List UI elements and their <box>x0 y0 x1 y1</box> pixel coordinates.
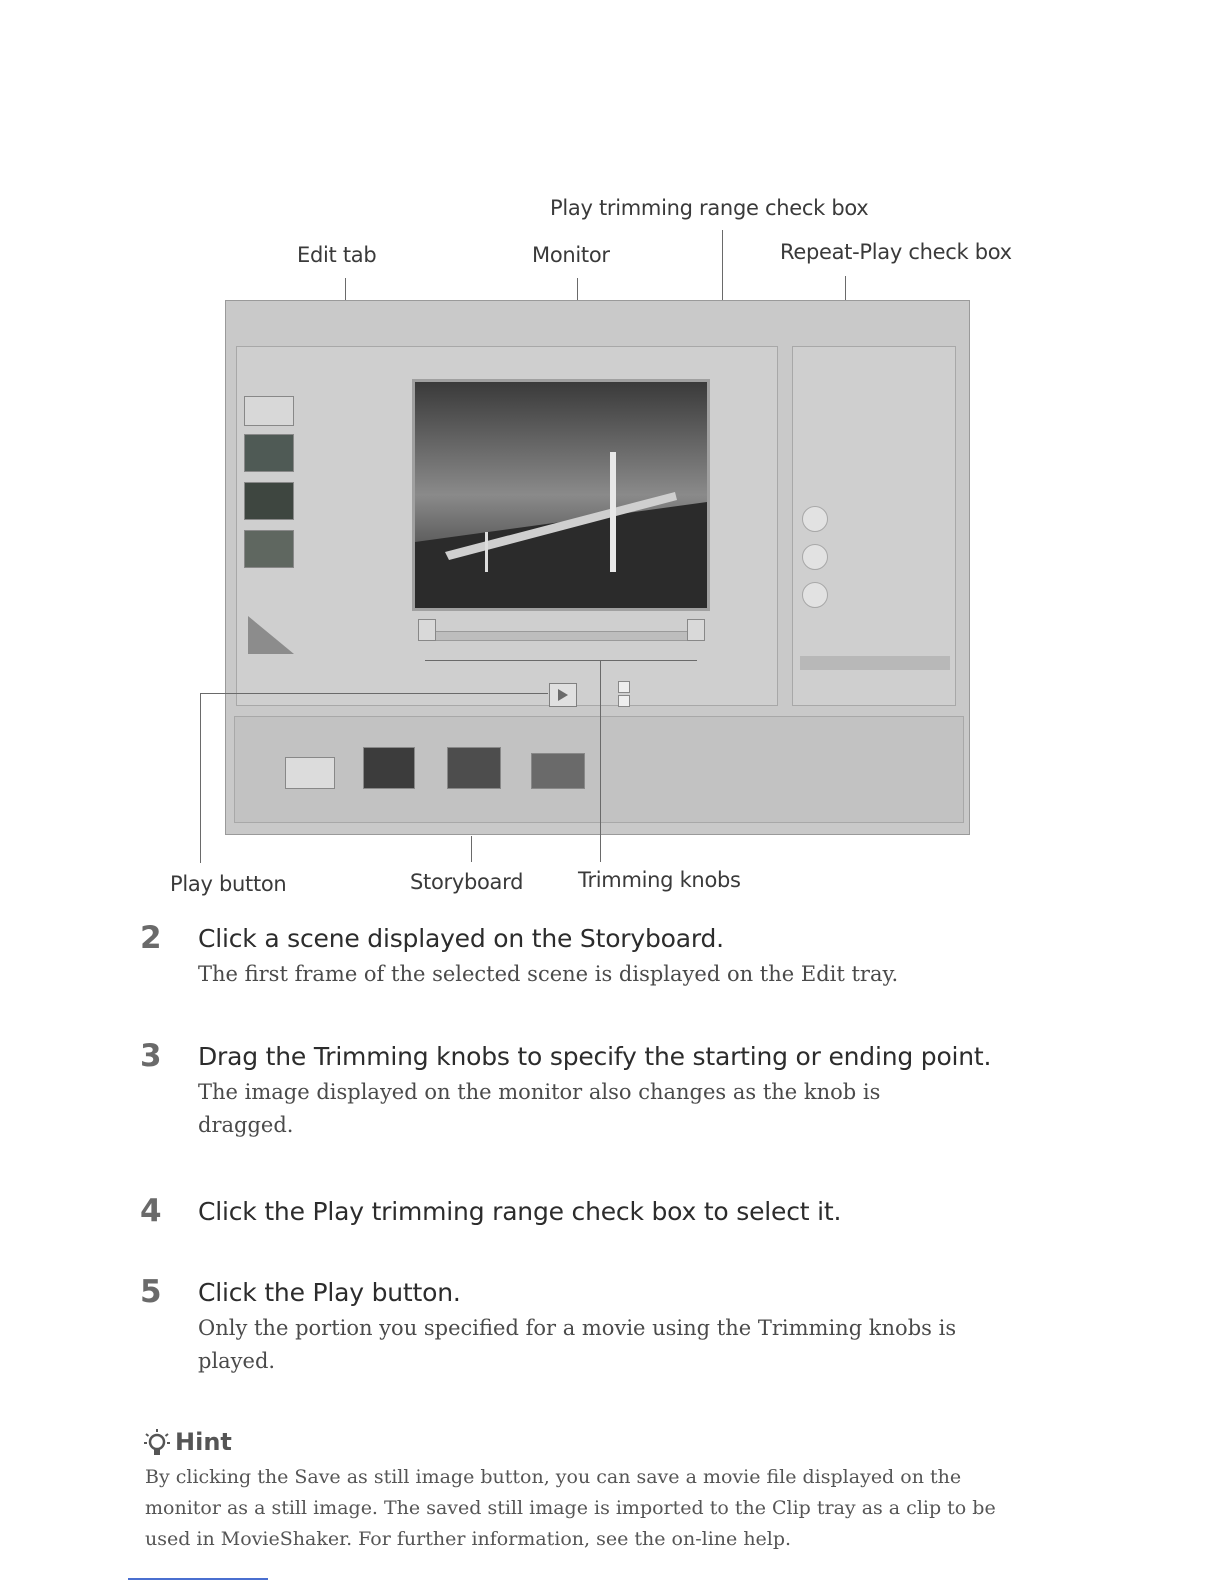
play-button[interactable] <box>549 683 577 707</box>
movieshaker-window <box>225 300 970 835</box>
step-number: 3 <box>140 1038 162 1074</box>
hint-line: monitor as a still image. The saved still image is imported to the Clip tray as a clip to be <box>145 1497 996 1519</box>
step-body-line: played. <box>198 1349 276 1373</box>
effect-button[interactable] <box>802 582 828 608</box>
play-trimming-range-checkbox[interactable] <box>618 681 630 693</box>
step-title: Click a scene displayed on the Storyboard. <box>198 924 724 953</box>
storyboard-scene[interactable] <box>531 753 585 789</box>
leader-trimming-knobs <box>600 660 601 862</box>
step-body <box>198 958 1098 991</box>
step-number: 4 <box>140 1193 162 1229</box>
storyboard-scene[interactable] <box>285 757 335 789</box>
storyboard-scene[interactable] <box>363 747 415 789</box>
lightbulb-icon <box>143 1428 171 1458</box>
clip-thumbnail[interactable] <box>244 482 294 520</box>
step-body-line: dragged. <box>198 1113 294 1137</box>
trimming-knob-end[interactable] <box>687 619 705 641</box>
effect-triangle-icon[interactable] <box>248 616 294 654</box>
hint-line: used in MovieShaker. For further information, see the on-line help. <box>145 1528 792 1550</box>
callout-repeat-play: Repeat-Play check box <box>780 240 1012 264</box>
effect-button[interactable] <box>802 544 828 570</box>
hint-title: Hint <box>175 1428 232 1456</box>
step-title: Click the Play trimming range check box to select it. <box>198 1197 842 1226</box>
clip-thumbnail[interactable] <box>244 396 294 426</box>
step-title: Click the Play button. <box>198 1278 461 1307</box>
hint-line: By clicking the Save as still image button, you can save a movie file displayed on the <box>145 1466 962 1488</box>
leader-trimming-knobs-h <box>425 660 697 661</box>
effect-button[interactable] <box>802 506 828 532</box>
clip-thumbnail[interactable] <box>244 530 294 568</box>
leader-storyboard <box>471 836 472 862</box>
step-body <box>198 1312 1098 1378</box>
step-body-line: Only the portion you specified for a movie using the Trimming knobs is <box>198 1316 957 1340</box>
clip-thumbnail[interactable] <box>244 434 294 472</box>
step-number: 5 <box>140 1274 162 1310</box>
step-body-line: The first frame of the selected scene is displayed on the Edit tray. <box>198 962 899 986</box>
leader-play-button-h <box>200 693 548 694</box>
trimming-knob-start[interactable] <box>418 619 436 641</box>
monitor <box>412 379 710 611</box>
footer-rule <box>128 1578 268 1580</box>
callout-storyboard: Storyboard <box>410 870 524 894</box>
play-icon <box>558 689 568 701</box>
callout-trimming-knobs: Trimming knobs <box>578 868 741 892</box>
hint-body <box>145 1462 1095 1555</box>
callout-edit-tab: Edit tab <box>297 243 377 267</box>
callout-monitor: Monitor <box>532 243 610 267</box>
effects-footer-bar <box>800 656 950 670</box>
storyboard-scene[interactable] <box>447 747 501 789</box>
step-number: 2 <box>140 920 162 956</box>
monitor-frame-image <box>415 382 707 608</box>
callout-play-button: Play button <box>170 872 287 896</box>
trimming-slider-track[interactable] <box>426 631 698 641</box>
step-title: Drag the Trimming knobs to specify the starting or ending point. <box>198 1042 992 1071</box>
leader-play-button <box>200 693 201 863</box>
repeat-play-checkbox[interactable] <box>618 695 630 707</box>
callout-play-trimming-range: Play trimming range check box <box>550 196 869 220</box>
step-body <box>198 1076 1098 1142</box>
storyboard[interactable] <box>234 716 964 823</box>
step-body-line: The image displayed on the monitor also changes as the knob is <box>198 1080 881 1104</box>
